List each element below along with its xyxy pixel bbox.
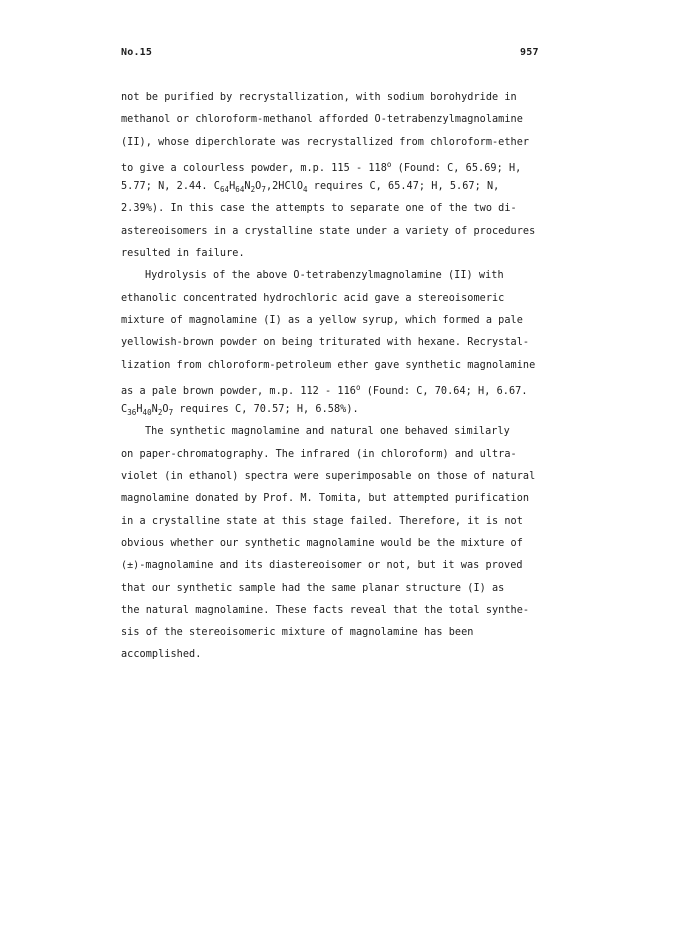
text-line: magnolamine donated by Prof. M. Tomita, but attempted purification: [121, 493, 530, 505]
text-fragment: (Found: C, 70.64; H, 6.67.: [360, 385, 528, 397]
formula-subscript: 64: [235, 185, 245, 195]
text-line: methanol or chloroform-methanol afforded O-tetrabenzylmagnolamine: [121, 114, 523, 126]
text-line: [121, 377, 561, 399]
journal-issue-label: No.15: [121, 47, 153, 58]
formula-subscript: 7: [168, 408, 174, 418]
text-fragment: to give a colourless powder, m.p. 115 - 118: [121, 162, 387, 174]
text-fragment: H: [229, 181, 236, 193]
formula-line: [121, 176, 561, 198]
text-line: Hydrolysis of the above O-tetrabenzylmagnolamine (II) with: [145, 270, 504, 282]
text-fragment: requires C, 65.47; H, 5.67; N,: [307, 181, 500, 193]
text-line: ethanolic concentrated hydrochloric acid gave a stereoisomeric: [121, 292, 505, 304]
text-fragment: O: [162, 404, 169, 416]
page-number: 957: [520, 47, 539, 58]
degree-superscript: o: [386, 159, 392, 169]
text-line: [121, 154, 561, 176]
text-fragment: -magnolamine and its diastereoisomer or not, but it was proved: [139, 560, 523, 572]
text-line: obvious whether our synthetic magnolamine would be the mixture of: [121, 537, 523, 549]
text-line: on paper-chromatography. The infrared (in chloroform) and ultra-: [121, 448, 517, 460]
formula-subscript: 4: [303, 185, 308, 195]
text-line: violet (in ethanol) spectra were superimposable on those of natural: [121, 471, 536, 483]
text-line: not be purified by recrystallization, with sodium borohydride in: [121, 92, 517, 103]
text-line: resulted in failure.: [121, 248, 245, 260]
formula-subscript: 7: [261, 185, 266, 195]
text-line: mixture of magnolamine (I) as a yellow syrup, which formed a pale: [121, 314, 523, 326]
formula-subscript: 2: [157, 408, 163, 418]
text-fragment: requires C, 70.57; H, 6.58%).: [173, 404, 359, 416]
text-line: in a crystalline state at this stage failed. Therefore, it is not: [121, 515, 523, 527]
text-line: The synthetic magnolamine and natural one behaved similarly: [145, 426, 510, 438]
formula-line: [121, 399, 561, 421]
text-fragment: O: [255, 181, 262, 193]
text-fragment: ,2HClO: [265, 181, 304, 193]
text-line: lization from chloroform-petroleum ether gave synthetic magnolamine: [121, 359, 536, 371]
text-line: sis of the stereoisomeric mixture of magnolamine has been: [121, 627, 474, 639]
text-line: yellowish-brown powder on being triturated with hexane. Recrystal-: [121, 337, 530, 349]
plus-minus-prefix: (±): [121, 560, 140, 572]
article-body: [121, 87, 561, 667]
text-line: astereoisomers in a crystalline state under a variety of procedures: [121, 225, 536, 237]
formula-subscript: 40: [142, 408, 152, 418]
formula-subscript: 36: [127, 408, 137, 418]
text-fragment: C: [121, 404, 128, 416]
text-fragment: (Found: C, 65.69; H,: [391, 162, 522, 174]
text-fragment: N: [151, 404, 158, 416]
text-line: that our synthetic sample had the same planar structure (I) as: [121, 582, 505, 594]
text-line: [121, 555, 561, 577]
degree-superscript: o: [355, 382, 361, 392]
formula-subscript: 2: [250, 185, 256, 195]
formula-subscript: 64: [219, 185, 230, 195]
text-line: (II), whose diperchlorate was recrystallized from chloroform-ether: [121, 136, 530, 148]
text-line: accomplished.: [121, 649, 202, 661]
text-line: 2.39%). In this case the attempts to separate one of the two di-: [121, 203, 517, 215]
text-fragment: H: [136, 404, 143, 416]
text-line: the natural magnolamine. These facts reveal that the total synthe-: [121, 604, 530, 616]
text-fragment: 5.77; N, 2.44. C: [121, 181, 220, 193]
text-fragment: as a pale brown powder, m.p. 112 - 116: [121, 385, 356, 397]
text-fragment: N: [244, 181, 251, 193]
